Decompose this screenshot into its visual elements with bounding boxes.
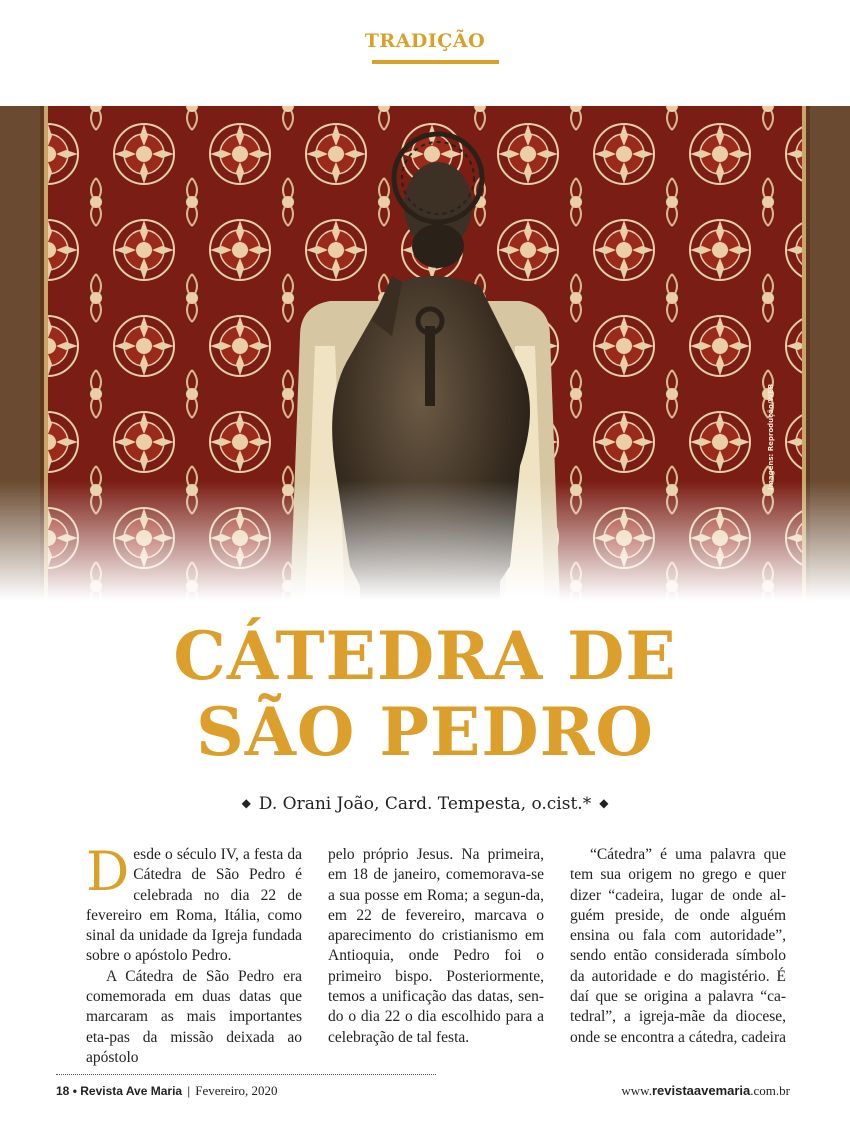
- paragraph-text: esde o século IV, a festa da Cátedra de São Pedro é celebrada no dia 22 de fevereiro em Roma, Itália, como sinal da unidade da Igreja fundada sobre o apóstolo Pedro.: [86, 846, 302, 965]
- paragraph: pelo próprio Jesus. Na primeira, em 18 de janeiro, comemorava-se a sua posse em Roma; a segun-da, em 22 de fevereiro, marcava o aparecimento do cristianismo em Antioquia, onde Pedro foi o primeiro bispo. Posteriormente, temos a unificação das datas, sen-do o dia 22 o dia escolhido para a celebração de tal festa.: [328, 846, 544, 1046]
- title-line-2: SÃO PEDRO: [196, 693, 654, 771]
- paragraph: [86, 840, 302, 967]
- footer-separator: |: [187, 1084, 191, 1098]
- magazine-name: Revista Ave Maria: [80, 1084, 183, 1098]
- article-column-3: [570, 845, 786, 1048]
- footer-folio: [56, 1083, 278, 1099]
- footer-divider: [56, 1074, 436, 1075]
- author-name: D. Orani João, Card. Tempesta, o.cist.*: [258, 794, 592, 814]
- diamond-icon: ◆: [241, 796, 251, 810]
- byline: [0, 794, 850, 814]
- article-column-2: [328, 845, 544, 1048]
- footer-url[interactable]: [621, 1083, 790, 1099]
- url-domain: revistaavemaria: [651, 1083, 751, 1098]
- footer-bullet: •: [72, 1084, 77, 1098]
- diamond-icon: ◆: [599, 796, 609, 810]
- hero-image: [0, 106, 850, 626]
- article-column-1: [86, 840, 302, 1068]
- photo-credit: Imagens: Reprodução/WEB: [767, 383, 775, 490]
- drop-cap: D: [86, 840, 130, 903]
- section-rule: [372, 60, 499, 64]
- url-prefix: www.: [621, 1083, 652, 1098]
- article-title: [0, 618, 850, 770]
- url-suffix: .com.br: [750, 1083, 790, 1098]
- issue-date: Fevereiro, 2020: [195, 1083, 278, 1098]
- paragraph: A Cátedra de São Pedro era comemorada em duas datas que marcaram as mais importantes eta-pas da missão deixada ao apóstolo: [86, 967, 302, 1066]
- paragraph: “Cátedra” é uma palavra que tem sua origem no grego e quer dizer “cadeira, lugar de onde al-guém preside, de onde alguém ensina ou fala com autoridade”, sendo então considerada símbolo da autoridade e do magistério. É daí que se origina a palavra “ca-tedral”, a igreja-mãe da diocese, onde se encontra a cátedra, cadeira: [570, 846, 787, 1046]
- page-number: 18: [56, 1084, 70, 1098]
- section-label: TRADIÇÃO: [364, 30, 486, 52]
- title-line-1: CÁTEDRA DE: [173, 617, 677, 695]
